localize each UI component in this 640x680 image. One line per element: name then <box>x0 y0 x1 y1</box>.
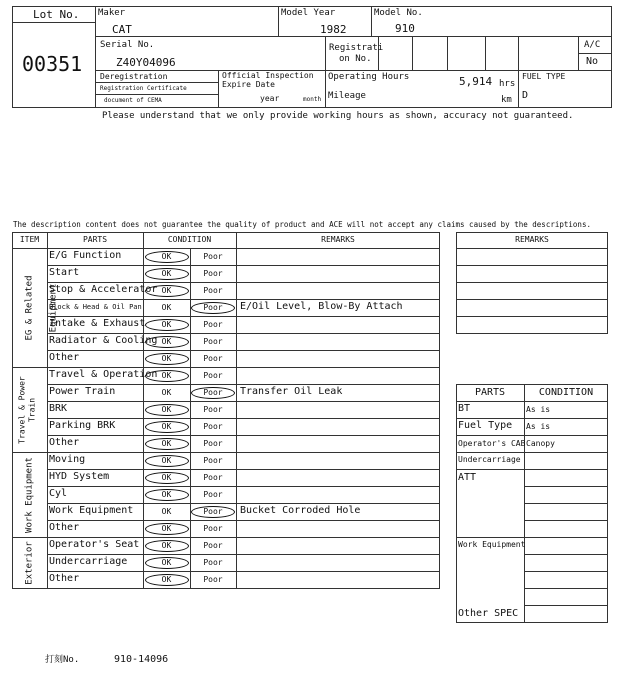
ok-option: OK <box>161 405 172 414</box>
parts-row-condition: As is <box>526 405 551 414</box>
poor-option: Poor <box>203 405 223 414</box>
parts-row-label: BT <box>458 403 471 414</box>
part-label: HYD System <box>49 471 110 482</box>
group-label: Exterior <box>24 540 35 585</box>
poor-option: Poor <box>203 371 223 380</box>
poor-option: Poor <box>203 320 223 329</box>
ok-option: OK <box>161 575 172 584</box>
ok-selected-circle <box>145 472 189 484</box>
remark-text: E/Oil Level, Blow-By Attach <box>240 301 403 312</box>
part-label: Other <box>49 573 80 584</box>
part-label: Radiator & Cooling <box>49 335 158 346</box>
part-label: Intake & Exhaust <box>49 318 146 329</box>
part-label: Other <box>49 437 80 448</box>
ok-selected-circle <box>145 438 189 450</box>
ok-option: OK <box>161 473 172 482</box>
part-label: Stop & Accelerator <box>49 284 158 295</box>
part-label: Undercarriage <box>49 556 128 567</box>
part-label: Start <box>49 267 80 278</box>
ok-option: OK <box>161 422 172 431</box>
ok-option: OK <box>161 524 172 533</box>
ok-selected-circle <box>145 251 189 263</box>
poor-option: Poor <box>203 354 223 363</box>
ok-option: OK <box>161 337 172 346</box>
maker-value: CAT <box>112 23 132 36</box>
serial-value: Z40Y04096 <box>116 56 176 69</box>
ok-selected-circle <box>145 336 189 348</box>
ok-option: OK <box>161 371 172 380</box>
model-year-label: Model Year <box>281 8 336 18</box>
parts-row-condition: As is <box>526 422 551 431</box>
ok-option: OK <box>161 269 172 278</box>
poor-option: Poor <box>203 337 223 346</box>
ok-selected-circle <box>145 421 189 433</box>
ok-selected-circle <box>145 319 189 331</box>
part-label: Operator's Seat <box>49 539 140 550</box>
poor-option: Poor <box>203 558 223 567</box>
ok-option: OK <box>161 558 172 567</box>
hours-notice: Please understand that we only provide working hours as shown, accuracy not guaranteed. <box>102 111 574 121</box>
ok-selected-circle <box>145 540 189 552</box>
poor-option: Poor <box>203 490 223 499</box>
poor-option: Poor <box>203 456 223 465</box>
ok-option: OK <box>161 320 172 329</box>
part-label: Work Equipment <box>49 505 134 516</box>
model-no-value: 910 <box>395 22 415 35</box>
header-parts: PARTS <box>82 235 108 244</box>
ok-selected-circle <box>145 557 189 569</box>
km-unit: km <box>501 95 512 105</box>
model-year-value: 1982 <box>320 23 347 36</box>
work-equipment-label: Work Equipment <box>458 540 526 549</box>
undercarriage-label: Undercarriage <box>458 455 521 464</box>
stamp-number: 910-14096 <box>114 654 169 665</box>
registration-label-2: on No. <box>339 54 372 64</box>
part-label: Block & Head & Oil Pan <box>49 303 142 311</box>
poor-selected-circle <box>191 387 235 399</box>
model-no-label: Model No. <box>374 8 423 18</box>
fuel-type-label: FUEL TYPE <box>522 72 566 81</box>
side-remarks-header: REMARKS <box>515 235 549 244</box>
poor-option: Poor <box>203 524 223 533</box>
ok-option: OK <box>161 286 172 295</box>
ok-selected-circle <box>145 404 189 416</box>
parts-row-condition: Canopy <box>526 439 555 448</box>
inspection-label-2: Expire Date <box>222 80 275 89</box>
part-label: Travel & Operation <box>49 369 158 380</box>
remark-text: Transfer Oil Leak <box>240 386 343 397</box>
lot-number: 00351 <box>22 52 83 76</box>
poor-option: Poor <box>203 541 223 550</box>
part-label: BRK <box>49 403 68 414</box>
condition-header: CONDITION <box>538 387 594 398</box>
header-remarks: REMARKS <box>321 235 355 244</box>
part-label: Other <box>49 522 80 533</box>
poor-option: Poor <box>203 303 223 312</box>
deregistration-label: Deregistration <box>100 72 168 81</box>
parts-row-label: Operator's CAB <box>458 439 526 448</box>
parts-row-label: Fuel Type <box>458 420 513 431</box>
other-spec-label: Other SPEC <box>458 608 519 619</box>
poor-option: Poor <box>203 473 223 482</box>
month-label: month <box>303 96 322 103</box>
cema-label: document of CEMA <box>104 97 162 104</box>
group-label: Work Equipment <box>24 456 35 533</box>
remark-text: Bucket Corroded Hole <box>240 505 361 516</box>
ok-selected-circle <box>145 353 189 365</box>
disclaimer: The description content does not guarantee the quality of product and ACE will not accept any claims caused by the descriptions. <box>13 220 591 229</box>
ok-selected-circle <box>145 268 189 280</box>
group-label: EG & Related Equipment <box>24 274 59 341</box>
part-label: Moving <box>49 454 86 465</box>
ok-option: OK <box>161 541 172 550</box>
serial-label: Serial No. <box>100 40 155 50</box>
inspection-label-1: Official Inspection <box>222 71 314 80</box>
fuel-type-value: D <box>522 90 529 101</box>
poor-option: Poor <box>203 575 223 584</box>
maker-label: Maker <box>98 8 126 18</box>
ok-selected-circle <box>145 523 189 535</box>
poor-option: Poor <box>203 269 223 278</box>
registration-certificate-label: Registration Certificate <box>100 85 187 92</box>
hours-value: 5,914 <box>459 75 493 88</box>
operating-hours-label: Operating Hours <box>328 72 410 82</box>
lot-label: Lot No. <box>33 8 80 21</box>
group-label: Travel & Power Train <box>17 375 37 444</box>
ok-option: OK <box>161 252 172 261</box>
header-condition: CONDITION <box>167 235 212 244</box>
header-item: ITEM <box>19 235 40 244</box>
ac-value: No <box>586 56 599 67</box>
poor-option: Poor <box>203 439 223 448</box>
hrs-unit: hrs <box>499 79 516 89</box>
year-label: year <box>260 94 280 103</box>
poor-option: Poor <box>203 422 223 431</box>
ok-option: OK <box>161 439 172 448</box>
ok-option: OK <box>161 507 172 516</box>
stamp-label: 打刻No. <box>45 655 80 665</box>
poor-option: Poor <box>203 507 223 516</box>
ok-selected-circle <box>145 285 189 297</box>
att-label: ATT <box>458 472 477 483</box>
poor-option: Poor <box>203 286 223 295</box>
part-label: Cyl <box>49 488 68 499</box>
poor-option: Poor <box>203 252 223 261</box>
mileage-label: Mileage <box>328 91 366 101</box>
poor-selected-circle <box>191 302 235 314</box>
part-label: Power Train <box>49 386 116 397</box>
registration-label-1: Registrati <box>329 43 384 53</box>
poor-selected-circle <box>191 506 235 518</box>
ok-selected-circle <box>145 574 189 586</box>
ok-option: OK <box>161 456 172 465</box>
part-label: E/G Function <box>49 250 122 261</box>
part-label: Parking BRK <box>49 420 116 431</box>
poor-option: Poor <box>203 388 223 397</box>
parts-header: PARTS <box>474 387 506 398</box>
ac-label: A/C <box>584 40 601 50</box>
ok-option: OK <box>161 388 172 397</box>
part-label: Other <box>49 352 80 363</box>
ok-selected-circle <box>145 489 189 501</box>
ok-selected-circle <box>145 455 189 467</box>
ok-option: OK <box>161 303 172 312</box>
ok-selected-circle <box>145 370 189 382</box>
ok-option: OK <box>161 490 172 499</box>
ok-option: OK <box>161 354 172 363</box>
